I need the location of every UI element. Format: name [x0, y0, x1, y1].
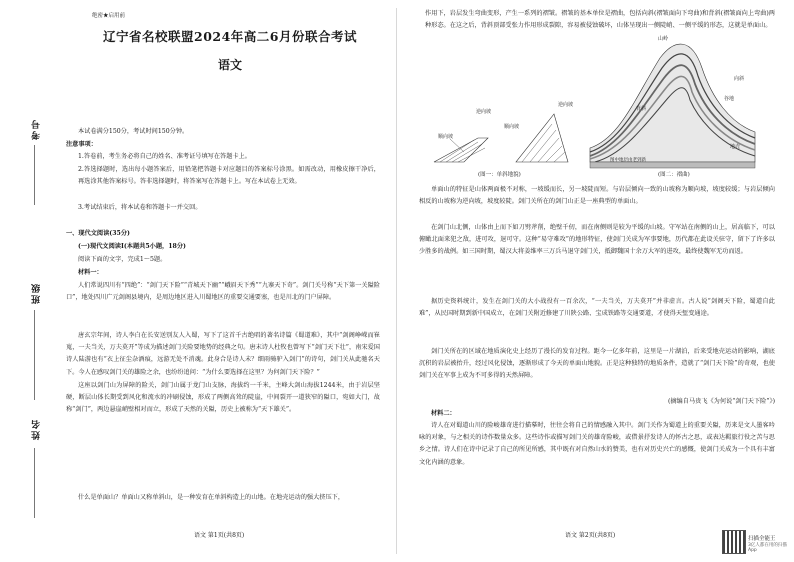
figure-caption-left: (图一：单斜地貌)	[478, 172, 521, 178]
legend-caption: 图中地层由老到新	[610, 158, 646, 163]
exam-intro: 本试卷满分150分，考试时间150分钟。	[78, 128, 189, 135]
slope-label: 逆向坡	[558, 102, 574, 108]
subsection-heading: (一)现代文阅读Ⅰ(本题共5小题，18分)	[78, 243, 186, 250]
side-line	[34, 448, 35, 518]
note-item: 3.考试结束后，将本试卷和答题卡一并交回。	[78, 204, 202, 211]
anticline-label: 背斜	[636, 106, 647, 112]
scanner-brand-sub: 3亿人都在用的扫描App	[748, 543, 787, 553]
paragraph: 什么是单面山？单面山又称单斜山，是一种发育在单斜构造上的山地。在地壳运动的强大挤压下，	[78, 494, 345, 501]
paragraph: 据历史资料统计，发生在剑门关的大小战役有一百余次，“一夫当关，万夫莫开”并非虚言。古人说“剑阁天下险，蜀道自此难”，从民国时期到新中国成立，在剑门关附近修建了川陕公路、宝成铁路等交通要道，才使得天堑变通途。	[419, 298, 775, 318]
slope-label: 顺向坡	[438, 134, 454, 140]
notes-heading: 注意事项：	[66, 141, 97, 148]
page-footer: 语文 第1页(共8页)	[194, 532, 245, 539]
slope-label: 顺向坡	[504, 124, 520, 130]
figure-caption-right: (图二：褶曲)	[658, 172, 690, 178]
note-item: 2.答选择题时，选出每小题答案后，用铅笔把答题卡对应题目的答案标号涂黑。如需改动，用橡皮擦干净后，再选涂其他答案标号。答非选择题时，将答案写在答题卡上。写在本试卷上无效。	[78, 166, 380, 186]
material-1-label: 材料一：	[78, 269, 103, 276]
paragraph: 人们常说四川有“四绝”：“剑门天下险”“青城天下幽”“峨眉天下秀”“九寨天下奇”。剑门关号称“天下第一关隘险口”，地处四川广元剑阁县境内，是周边地区进入川蜀地区的重要交通要塞，也是川北的门户屏障。	[66, 282, 380, 302]
side-label-class: 班级	[32, 282, 42, 304]
paragraph: 诗人在对蜀道山川的险峻雄奇进行描摹时，往往会将自己的情感融入其中。剑门关作为蜀道上的重要关隘，历来是文人墨客吟咏的对象，与之相关的诗作数量众多。这些诗作或描写剑门关的雄奇险峻，或借景抒发诗人的怀古之思，或表达羁旅行役之苦与思乡之情。诗人们在诗中记录了自己的所见所感，其中既有对自然山水的赞美，也有对历史兴亡的感慨，使剑门关成为一个具有丰富文化内涵的意象。	[419, 422, 775, 466]
valley-label: 谷地	[724, 96, 735, 102]
side-label-name: 姓名	[32, 418, 42, 440]
page-2-body	[397, 0, 794, 562]
slope-label: 逆向坡	[476, 109, 492, 115]
paragraph: 唐玄宗年间，诗人李白在长安送别友人入蜀，写下了这首千古绝唱的著名诗篇《蜀道难》，其中“剑阁峥嵘而崔嵬，一夫当关，万夫莫开”等成为描述剑门关险要地势的经典之句。唐末诗人杜牧也曾写下“剑门天下壮”，南宋爱国诗人陆游也有“衣上征尘杂酒痕，远游无处不消魂。此身合是诗人未？细雨骑驴入剑门”的诗句，剑门关从此驰名天下。今人在感叹剑门关的雄险之余，也纷纷追问：“为什么要选择在这里？为何剑门天下险？”	[66, 332, 380, 376]
paragraph: 这座以剑门山为屏障的险关，剑门山属于龙门山支脉，海拔约一千米，主峰大剑山海拔1244米，由于岩层坚硬，断层山体长期受到风化和流水的冲刷侵蚀，形成了两侧高耸的陡崖，中间裂开一道狭窄的隘口，宛如大门，故称“剑门”，两边悬崖峭壁相对而立，形成了天然的关隘，历史上被称为“天下雄关”。	[66, 382, 380, 414]
scanner-brand: 扫描全能王	[748, 536, 776, 542]
paragraph: 在剑门山北侧，山体由上而下如刀劈斧削，绝壁千仞，而在南侧则是较为平缓的山坡。守军站在南侧的山上，居高临下，可以俯瞰北面来犯之敌，进可攻，退可守。这种“易守难攻”的地形特征，使剑门关成为军事要地，历代都在此设关驻守，留下了许多以少胜多的战例。如三国时期，蜀汉大将姜维率三万兵马退守剑门关，抵御魏国十余万大军的进攻，最终使魏军无功而返。	[419, 224, 775, 256]
paragraph: 单面山的特征是山体两面极不对称，一坡缓而长，另一坡陡而短。与岩层倾向一致的山坡称为顺向坡，坡度较缓；与岩层倾向相反的山坡称为逆向坡，坡度较陡。剑门关所在的剑门山正是一座典型的单面山。	[419, 186, 775, 206]
crust-label: 地壳	[730, 144, 741, 150]
mountain-label: 山岭	[658, 36, 669, 42]
paragraph: 剑门关所在的区域在地质演化史上经历了漫长的发育过程。距今一亿多年前，这里是一片湖泊，后来受地壳运动的影响，湖底沉积的岩层被抬升，经过风化侵蚀，逐渐形成了今天的单面山地貌。正是这种独特的地质条件，造就了“剑门天下险”的奇观，也使剑门关在军事上成为不可多得的天然屏障。	[419, 348, 775, 380]
side-label-exam-number: 考号	[32, 118, 42, 140]
paragraph: 作用下，岩层发生弯曲变形，产生一系列的褶皱。褶皱的基本单位是褶曲，包括向斜(褶皱面向下弯曲)和背斜(褶皱面向上弯曲)两种形态。在这之后，背斜顶部受张力作用形成裂隙，容易被侵蚀破坏，山体呈现出一侧陡峭、一侧平缓的形态，这就是单面山。	[425, 10, 775, 30]
syncline-label: 向斜	[734, 76, 745, 82]
subject-title: 语文	[217, 58, 242, 72]
citation: (摘编自马贵飞《为何说“剑门天下险”》)	[667, 398, 775, 405]
secret-label: 绝密★启用前	[92, 13, 126, 19]
qr-code-icon	[722, 530, 746, 554]
side-line	[34, 310, 35, 400]
page-footer: 语文 第2页(共8页)	[565, 532, 616, 539]
exam-title: 辽宁省名校联盟2024年高二6月份联合考试	[103, 29, 357, 44]
material-2-label: 材料二：	[431, 410, 456, 417]
section-heading: 一、现代文阅读(35分)	[66, 230, 130, 237]
side-line	[34, 145, 35, 205]
instruction: 阅读下面的文字，完成1～5题。	[78, 256, 167, 263]
note-item: 1.答卷前，考生务必将自己的姓名、准考证号填写在答题卡上。	[78, 153, 251, 160]
